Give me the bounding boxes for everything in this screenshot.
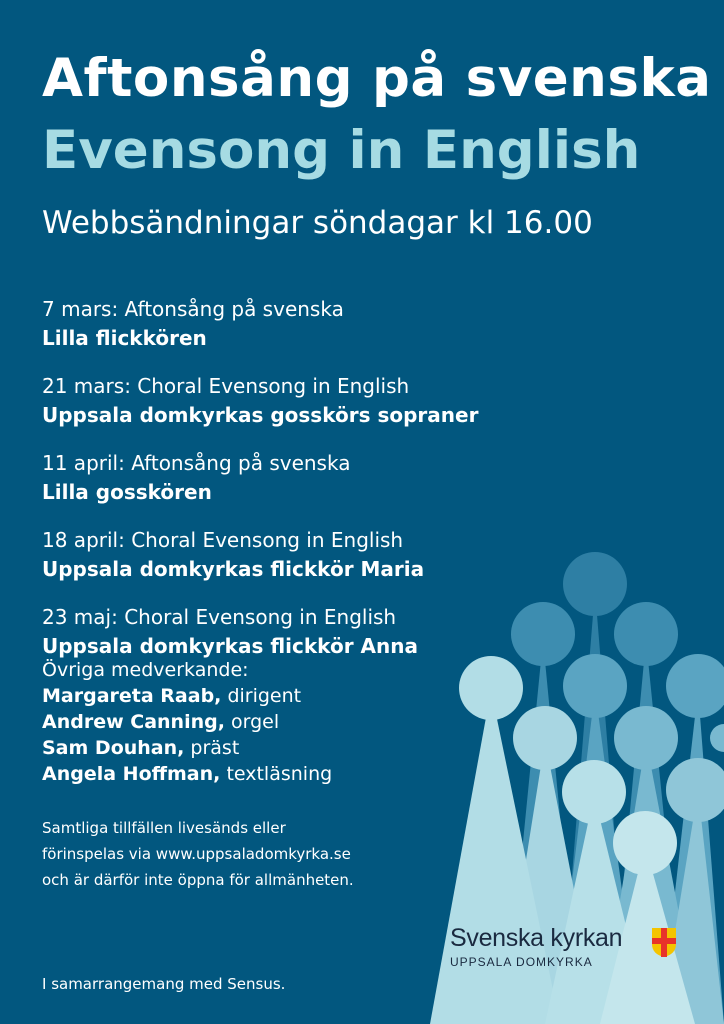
event-choir: Lilla gosskören — [42, 480, 212, 504]
event-item — [42, 295, 562, 353]
svenska-kyrkan-logo — [450, 924, 622, 969]
participant-name: Margareta Raab, — [42, 685, 222, 707]
event-item — [42, 372, 562, 430]
participant-role: orgel — [230, 711, 280, 733]
participants-heading: Övriga medverkande: — [42, 659, 249, 681]
participant — [42, 709, 332, 735]
participant-role: textläsning — [226, 763, 333, 785]
broadcast-schedule: Webbsändningar söndagar kl 16.00 — [42, 205, 593, 241]
event-date: 7 mars: Aftonsång på svenska — [42, 297, 344, 321]
participant — [42, 735, 332, 761]
event-choir: Lilla flickkören — [42, 326, 207, 350]
notice-line: förinspelas via www.uppsaladomkyrka.se — [42, 845, 351, 863]
footer-note: I samarrangemang med Sensus. — [42, 975, 286, 993]
event-date: 23 maj: Choral Evensong in English — [42, 605, 397, 629]
event-date: 21 mars: Choral Evensong in English — [42, 374, 410, 398]
participant — [42, 761, 332, 787]
event-item — [42, 526, 562, 584]
logo-subtitle: UPPSALA DOMKYRKA — [450, 955, 593, 969]
participants — [42, 657, 332, 787]
participant-name: Sam Douhan, — [42, 737, 185, 759]
broadcast-notice — [42, 815, 354, 893]
participant-role: dirigent — [227, 685, 302, 707]
notice-line: och är därför inte öppna för allmänheten. — [42, 871, 354, 889]
event-item — [42, 603, 562, 661]
event-choir: Uppsala domkyrkas flickkör Anna — [42, 634, 418, 658]
event-date: 11 april: Aftonsång på svenska — [42, 451, 351, 475]
participant-name: Angela Hoffman, — [42, 763, 221, 785]
event-item — [42, 449, 562, 507]
participant — [42, 683, 332, 709]
participant-role: präst — [190, 737, 240, 759]
event-choir: Uppsala domkyrkas flickkör Maria — [42, 557, 425, 581]
cross-crown-icon — [650, 926, 678, 958]
event-choir: Uppsala domkyrkas gosskörs sopraner — [42, 403, 479, 427]
title-swedish: Aftonsång på svenska — [42, 48, 712, 109]
event-list — [42, 295, 562, 680]
logo-name: Svenska kyrkan — [450, 924, 623, 952]
notice-line: Samtliga tillfällen livesänds eller — [42, 819, 286, 837]
event-date: 18 april: Choral Evensong in English — [42, 528, 404, 552]
participant-name: Andrew Canning, — [42, 711, 225, 733]
title-english: Evensong in English — [42, 120, 641, 181]
